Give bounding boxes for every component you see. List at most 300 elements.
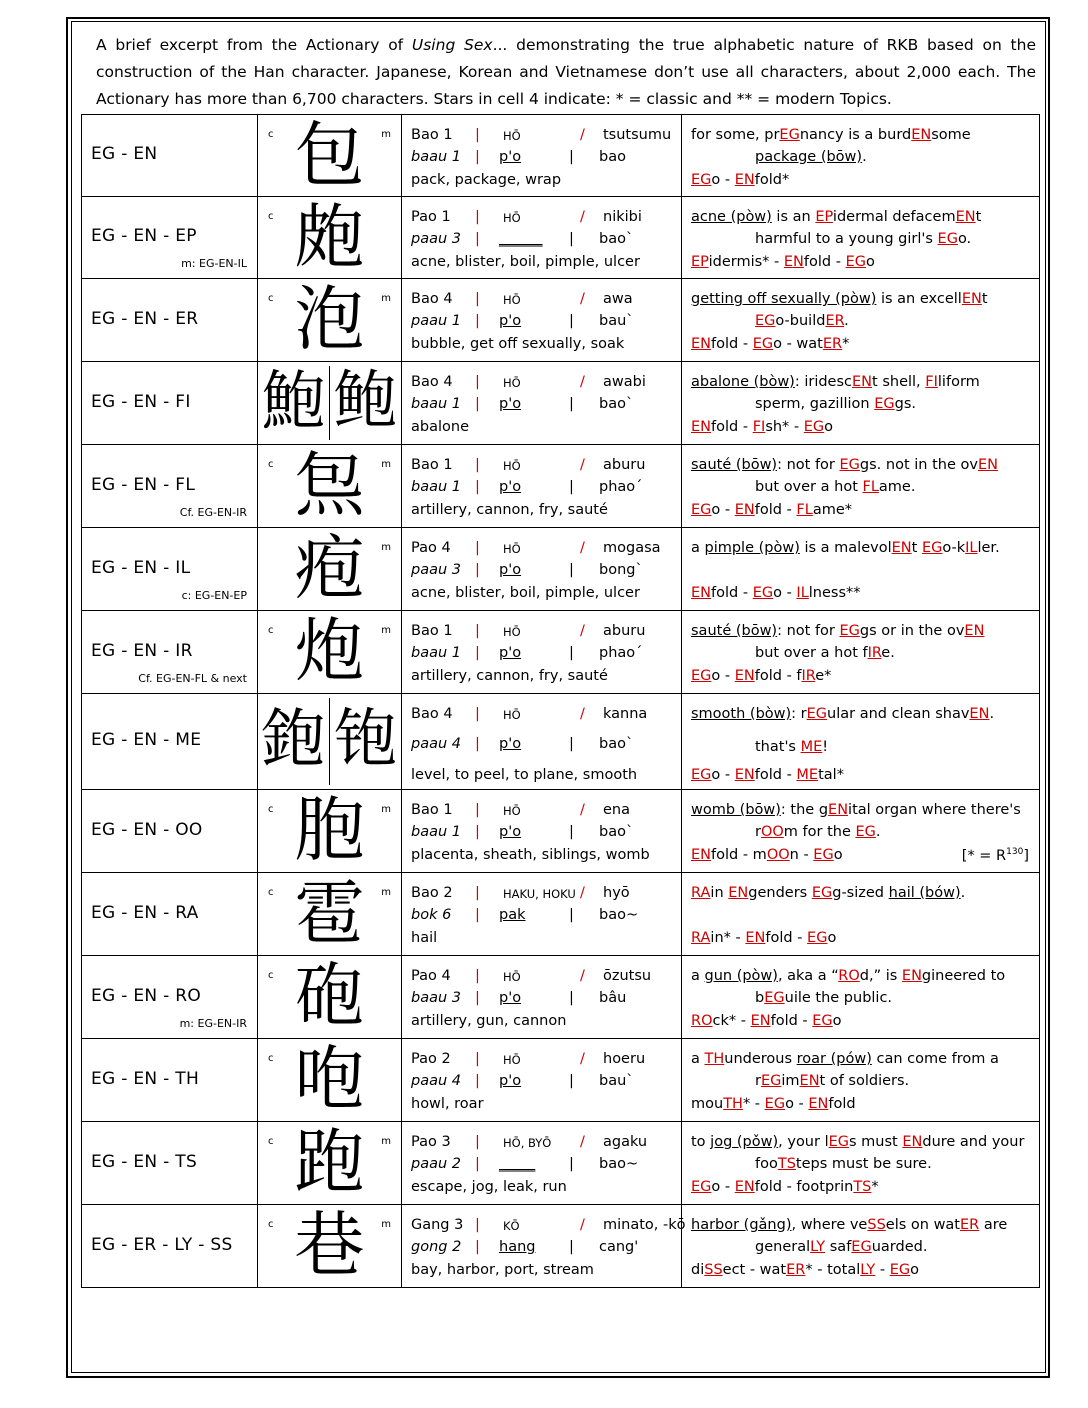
- desc-text: fold -: [770, 1013, 813, 1029]
- rkb-letters: ER: [960, 1217, 980, 1233]
- japanese-kun-reading: tsutsumu: [603, 127, 672, 143]
- separator: |: [475, 231, 480, 247]
- table-row: [82, 115, 1040, 197]
- desc-text: ital organ where there's: [848, 802, 1021, 818]
- desc-text: can come from a: [871, 1051, 999, 1067]
- desc-text: underous: [724, 1051, 797, 1067]
- separator: /: [580, 291, 585, 307]
- separator: |: [569, 990, 574, 1006]
- korean-reading: p'o: [499, 396, 522, 412]
- han-cell: [258, 197, 402, 279]
- table-row: [82, 694, 1040, 790]
- modern-marker: m: [381, 542, 391, 553]
- rkb-letters: IL: [796, 585, 809, 601]
- han-character: 皰: [294, 196, 365, 278]
- desc-text: , where ve: [791, 1217, 868, 1233]
- classic-marker: c: [268, 970, 274, 981]
- radical-note: [962, 847, 1029, 864]
- han-cell: [258, 1205, 402, 1288]
- han-character-traditional: 鮑: [261, 364, 326, 439]
- code-cell: [82, 1122, 258, 1205]
- rkb-letters: SS: [867, 1217, 886, 1233]
- desc-text: sh* -: [765, 419, 804, 435]
- separator: |: [475, 313, 480, 329]
- separator: |: [475, 540, 480, 556]
- rkb-code: EG - EN - IL: [91, 557, 191, 578]
- vietnamese-reading: bau`: [599, 313, 634, 329]
- desc-text: smooth (bòw): [691, 706, 792, 722]
- japanese-on-reading: HŌ: [503, 376, 521, 390]
- desc-text: o.: [957, 231, 972, 247]
- separator: |: [569, 1073, 574, 1089]
- rkb-letters: EN: [691, 585, 712, 601]
- mandarin-romanization: Pao 2: [411, 1051, 451, 1067]
- separator: /: [580, 209, 585, 225]
- rkb-code: EG - EN - IR: [91, 640, 193, 661]
- rkb-letters: FI: [925, 374, 938, 390]
- han-character: 咆: [294, 1038, 365, 1120]
- cantonese-romanization: paau 3: [411, 562, 461, 578]
- separator: |: [475, 907, 480, 923]
- description-line: [691, 1073, 1035, 1089]
- desc-text: genders: [748, 885, 812, 901]
- japanese-on-reading: HAKU, HOKU: [503, 887, 576, 901]
- japanese-kun-reading: awa: [603, 291, 633, 307]
- code-cell: [82, 197, 258, 279]
- rkb-letters: EG: [839, 623, 860, 639]
- description-line: [691, 885, 1035, 901]
- rkb-letters: EN: [691, 847, 712, 863]
- english-meanings: hail: [411, 930, 438, 946]
- desc-text: o: [833, 847, 843, 863]
- modern-marker: m: [381, 459, 391, 470]
- code-cell: [82, 528, 258, 611]
- classic-marker: c: [268, 625, 274, 636]
- separator: |: [475, 736, 480, 752]
- vietnamese-reading: cang': [599, 1239, 639, 1255]
- mandarin-romanization: Bao 4: [411, 706, 453, 722]
- description-cell: [682, 611, 1040, 694]
- vietnamese-reading: bao: [599, 149, 626, 165]
- desc-text: o-k: [942, 540, 966, 556]
- desc-text: *: [871, 1179, 879, 1195]
- description-line: [691, 1096, 1035, 1112]
- vietnamese-reading: bao`: [599, 824, 634, 840]
- description-line: [691, 254, 1035, 270]
- desc-text: harbor (gǎng): [691, 1217, 792, 1233]
- han-character: 疱: [294, 527, 365, 609]
- japanese-on-reading: HŌ: [503, 542, 521, 556]
- classic-marker: c: [268, 293, 274, 304]
- english-meanings: artillery, cannon, fry, sauté: [411, 668, 608, 684]
- desc-text: : r: [791, 706, 807, 722]
- han-character: 炮: [294, 610, 365, 692]
- desc-text: pimple (pòw): [704, 540, 800, 556]
- english-meanings: artillery, gun, cannon: [411, 1013, 567, 1029]
- rkb-letters: EG: [812, 1013, 833, 1029]
- desc-text: sauté (bōw): [691, 457, 778, 473]
- korean-reading: p'o: [499, 990, 522, 1006]
- rkb-code: EG - EN - FL: [91, 474, 196, 495]
- desc-text: in: [710, 885, 729, 901]
- separator: |: [475, 1051, 480, 1067]
- english-meanings: bay, harbor, port, stream: [411, 1262, 594, 1278]
- cantonese-romanization: paau 3: [411, 231, 461, 247]
- desc-text: for some, pr: [691, 127, 780, 143]
- separator: |: [569, 149, 574, 165]
- rkb-letters: ER: [825, 313, 845, 329]
- description-line: [691, 585, 1035, 601]
- mandarin-romanization: Pao 3: [411, 1134, 451, 1150]
- rkb-letters: ER: [786, 1262, 806, 1278]
- desc-text: tal*: [818, 767, 844, 783]
- desc-text: n -: [789, 847, 814, 863]
- han-character: 炰: [294, 444, 365, 526]
- japanese-kun-reading: kanna: [603, 706, 648, 722]
- desc-text: fold - footprin: [754, 1179, 854, 1195]
- desc-text: womb (bōw): [691, 802, 781, 818]
- rkb-letters: ER: [822, 336, 843, 352]
- description-cell: [682, 197, 1040, 279]
- japanese-kun-reading: nikibi: [603, 209, 642, 225]
- japanese-on-reading: HŌ: [503, 211, 521, 225]
- english-meanings: bubble, get off sexually, soak: [411, 336, 625, 352]
- rkb-letters: IR: [867, 645, 882, 661]
- desc-text: els on wat: [885, 1217, 960, 1233]
- mandarin-romanization: Bao 1: [411, 802, 453, 818]
- separator: |: [475, 990, 480, 1006]
- rkb-letters: EG: [691, 1179, 712, 1195]
- description-line: [691, 540, 1035, 556]
- separator: /: [580, 1217, 585, 1233]
- desc-text: .: [960, 885, 966, 901]
- cantonese-romanization: paau 4: [411, 1073, 461, 1089]
- description-line: [691, 209, 1035, 225]
- cantonese-romanization: paau 1: [411, 313, 461, 329]
- modern-marker: m: [381, 1219, 391, 1230]
- rkb-letters: EG: [806, 706, 828, 722]
- rkb-letters: EG: [807, 930, 828, 946]
- description-cell: [682, 279, 1040, 362]
- rkb-letters: EG: [691, 668, 712, 684]
- rkb-letters: FL: [796, 502, 813, 518]
- japanese-kun-reading: awabi: [603, 374, 646, 390]
- separator: |: [569, 479, 574, 495]
- description-cell: [682, 115, 1040, 197]
- rkb-letters: EN: [891, 540, 912, 556]
- table-row: [82, 279, 1040, 362]
- han-cell: [258, 279, 402, 362]
- modern-marker: m: [381, 1136, 391, 1147]
- separator: /: [580, 127, 585, 143]
- table-row: [82, 445, 1040, 528]
- classic-marker: c: [268, 887, 274, 898]
- han-character: 泡: [294, 278, 365, 360]
- desc-text: o -: [711, 172, 735, 188]
- japanese-on-reading: HŌ: [503, 293, 521, 307]
- separator: /: [580, 1051, 585, 1067]
- desc-text: t: [911, 540, 922, 556]
- classic-marker: c: [268, 211, 274, 222]
- han-cell: [258, 611, 402, 694]
- description-line: [691, 336, 1035, 352]
- desc-text: * -: [742, 1096, 765, 1112]
- rkb-letters: EG: [813, 847, 834, 863]
- desc-text: fold - f: [754, 668, 802, 684]
- description-line: [691, 374, 1035, 390]
- desc-text: some: [931, 127, 971, 143]
- rkb-letters: IR: [801, 668, 816, 684]
- japanese-kun-reading: ōzutsu: [603, 968, 652, 984]
- rkb-code: EG - EN - EP: [91, 226, 197, 246]
- desc-text: ame*: [812, 502, 853, 518]
- description-cell: [682, 694, 1040, 790]
- desc-text: mou: [691, 1096, 724, 1112]
- desc-text: gun (pòw): [704, 968, 778, 984]
- japanese-kun-reading: mogasa: [603, 540, 661, 556]
- rkb-letters: LY: [810, 1239, 826, 1255]
- desc-text: o -: [773, 585, 797, 601]
- separator: |: [475, 1156, 480, 1172]
- description-line: [691, 313, 1035, 329]
- desc-text: o-build: [775, 313, 826, 329]
- rkb-letters: EG: [921, 540, 943, 556]
- code-cell: [82, 445, 258, 528]
- rkb-letters: EN: [902, 1134, 923, 1150]
- cantonese-romanization: paau 4: [411, 736, 461, 752]
- table-row: [82, 1205, 1040, 1288]
- desc-text: t shell,: [872, 374, 926, 390]
- desc-text: lness**: [808, 585, 861, 601]
- cantonese-romanization: baau 1: [411, 824, 461, 840]
- desc-text: di: [691, 1262, 705, 1278]
- rkb-letters: EG: [889, 1262, 911, 1278]
- code-cell: [82, 362, 258, 445]
- desc-text: ect - wat: [722, 1262, 787, 1278]
- desc-text: m for the: [783, 824, 856, 840]
- desc-text: abalone (bòw): [691, 374, 795, 390]
- table-row: [82, 956, 1040, 1039]
- han-cell: [258, 362, 402, 445]
- desc-text: o -: [711, 1179, 735, 1195]
- desc-text: o -: [711, 767, 735, 783]
- rkb-letters: EN: [728, 885, 749, 901]
- rkb-letters: EG: [764, 1096, 786, 1112]
- reading-cell: [402, 611, 682, 694]
- desc-text: but over a hot f: [755, 645, 868, 661]
- desc-text: !: [822, 739, 829, 755]
- description-line: [691, 1156, 1035, 1172]
- separator: /: [580, 540, 585, 556]
- rkb-letters: RO: [838, 968, 860, 984]
- description-line: [691, 623, 1035, 639]
- rkb-letters: EN: [828, 802, 849, 818]
- separator: |: [569, 907, 574, 923]
- desc-text: liform: [937, 374, 980, 390]
- desc-text: getting off sexually (pòw): [691, 291, 877, 307]
- description-line: [691, 1239, 1035, 1255]
- rkb-letters: EN: [734, 767, 755, 783]
- description-cell: [682, 956, 1040, 1039]
- desc-text: o -: [711, 502, 735, 518]
- mandarin-romanization: Bao 4: [411, 291, 453, 307]
- desc-text: a: [691, 968, 705, 984]
- description-cell: [682, 1039, 1040, 1122]
- desc-text: sperm, gazillion: [755, 396, 875, 412]
- separator: |: [569, 562, 574, 578]
- rkb-letters: EN: [911, 127, 932, 143]
- description-line: [691, 502, 1035, 518]
- han-character-simplified: 铇: [333, 703, 398, 777]
- intro-paragraph: A brief excerpt from the Actionary of Using Sex... demonstrating the true alphabetic nature of RKB based on the construction of the Han character. Japanese, Korean and Vietnamese don’t use all characters, about 2,000 each. The Actionary has more than 6,700 characters. Stars in cell 4 indicate: * = classic and ** = modern Topics.: [96, 36, 1036, 108]
- desc-text: a: [691, 540, 705, 556]
- separator: /: [580, 623, 585, 639]
- desc-text: dure and your: [922, 1134, 1025, 1150]
- english-meanings: artillery, cannon, fry, sauté: [411, 502, 608, 518]
- description-cell: [682, 790, 1040, 873]
- description-line: [691, 847, 1035, 863]
- desc-text: e.: [881, 645, 895, 661]
- desc-text: fold -: [803, 254, 846, 270]
- korean-reading: p'o: [499, 562, 522, 578]
- han-character: 包: [294, 114, 365, 196]
- desc-text: gs.: [894, 396, 916, 412]
- desc-text: , your l: [778, 1134, 829, 1150]
- japanese-kun-reading: ena: [603, 802, 630, 818]
- desc-text: hail (bów): [888, 885, 961, 901]
- separator: /: [580, 968, 585, 984]
- rkb-code: EG - EN - ER: [91, 308, 199, 329]
- description-line: [691, 668, 1035, 684]
- english-meanings: level, to peel, to plane, smooth: [411, 767, 638, 783]
- desc-text: a: [691, 1051, 705, 1067]
- rkb-letters: EN: [852, 374, 873, 390]
- japanese-on-reading: HŌ: [503, 1053, 521, 1067]
- rkb-letters: RO: [691, 1013, 713, 1029]
- desc-text: d,” is: [859, 968, 902, 984]
- english-meanings: pack, package, wrap: [411, 172, 562, 188]
- rkb-letters: RA: [691, 930, 711, 946]
- description-line: [691, 457, 1035, 473]
- desc-text: ular and clean shav: [827, 706, 970, 722]
- modern-marker: m: [381, 293, 391, 304]
- rkb-letters: EP: [815, 209, 833, 225]
- rkb-letters: EN: [691, 336, 712, 352]
- rkb-letters: TH: [723, 1096, 743, 1112]
- reading-cell: [402, 873, 682, 956]
- desc-text: foo: [755, 1156, 778, 1172]
- separator: /: [580, 1134, 585, 1150]
- desc-text: fold -: [711, 336, 753, 352]
- desc-text: idermal defacem: [832, 209, 956, 225]
- mandarin-romanization: Bao 1: [411, 127, 453, 143]
- rkb-letters: EN: [977, 457, 998, 473]
- korean-reading: p'o: [499, 645, 522, 661]
- reading-cell: [402, 1122, 682, 1205]
- separator: |: [475, 149, 480, 165]
- rkb-letters: EG: [803, 419, 825, 435]
- description-line: [691, 419, 1035, 435]
- han-cell: [258, 1039, 402, 1122]
- separator: |: [569, 231, 574, 247]
- rkb-letters: EG: [764, 990, 785, 1006]
- separator: |: [569, 396, 574, 412]
- desc-text: is an excell: [876, 291, 962, 307]
- rkb-code: EG - EN - FI: [91, 391, 191, 412]
- description-cell: [682, 362, 1040, 445]
- korean-reading: pak: [499, 907, 526, 923]
- japanese-on-reading: HŌ: [503, 129, 521, 143]
- rkb-letters: EG: [779, 127, 800, 143]
- japanese-kun-reading: hyō: [603, 885, 630, 901]
- desc-text: ler.: [977, 540, 1000, 556]
- reading-cell: [402, 445, 682, 528]
- han-character: 跑: [294, 1121, 365, 1203]
- rkb-letters: OO: [766, 847, 790, 863]
- desc-text: gs. not in the ov: [859, 457, 978, 473]
- description-line: [691, 1262, 1035, 1278]
- table-row: [82, 362, 1040, 445]
- modern-marker: m: [381, 804, 391, 815]
- desc-text: .: [844, 313, 849, 329]
- actionary-table: [81, 114, 1040, 1288]
- desc-text: g-sized: [832, 885, 889, 901]
- desc-text: o: [832, 1013, 842, 1029]
- separator: /: [580, 706, 585, 722]
- rkb-code: EG - EN - TS: [91, 1151, 198, 1172]
- han-character: 巷: [294, 1204, 365, 1286]
- rkb-code: EG - EN - RO: [91, 985, 202, 1006]
- modern-marker: m: [381, 887, 391, 898]
- rkb-letters: EG: [755, 313, 776, 329]
- separator: |: [569, 1239, 574, 1255]
- cantonese-romanization: gong 2: [411, 1239, 462, 1255]
- code-cell: [82, 115, 258, 197]
- han-character: 胞: [294, 789, 365, 871]
- desc-text: : not for: [777, 623, 840, 639]
- description-cell: [682, 1205, 1040, 1288]
- code-cell: [82, 279, 258, 362]
- rkb-letters: EG: [691, 172, 712, 188]
- description-line: [691, 396, 1035, 412]
- desc-text: fold: [828, 1096, 856, 1112]
- han-character-traditional: 鉋: [261, 703, 326, 777]
- description-line: [691, 291, 1035, 307]
- desc-text: o: [827, 930, 837, 946]
- rkb-letters: EN: [734, 172, 755, 188]
- reading-cell: [402, 528, 682, 611]
- description-line: [691, 739, 1035, 755]
- desc-text: gineered to: [921, 968, 1006, 984]
- desc-text: in* -: [710, 930, 746, 946]
- rkb-letters: EN: [961, 291, 982, 307]
- rkb-letters: EG: [760, 1073, 782, 1089]
- desc-text: but over a hot: [755, 479, 863, 495]
- english-meanings: escape, jog, leak, run: [411, 1179, 567, 1195]
- rkb-letters: EN: [734, 1179, 755, 1195]
- desc-text: s must: [849, 1134, 903, 1150]
- reading-cell: [402, 115, 682, 197]
- cross-reference: m: EG-EN-IL: [181, 257, 247, 270]
- rkb-letters: RA: [691, 885, 711, 901]
- korean-reading: p'o: [499, 1073, 522, 1089]
- rkb-letters: EN: [783, 254, 804, 270]
- desc-text: package (bōw): [755, 149, 863, 165]
- english-meanings: acne, blister, boil, pimple, ulcer: [411, 585, 640, 601]
- han-character-simplified: 鲍: [333, 364, 398, 439]
- japanese-on-reading: HŌ: [503, 459, 521, 473]
- separator: |: [475, 968, 480, 984]
